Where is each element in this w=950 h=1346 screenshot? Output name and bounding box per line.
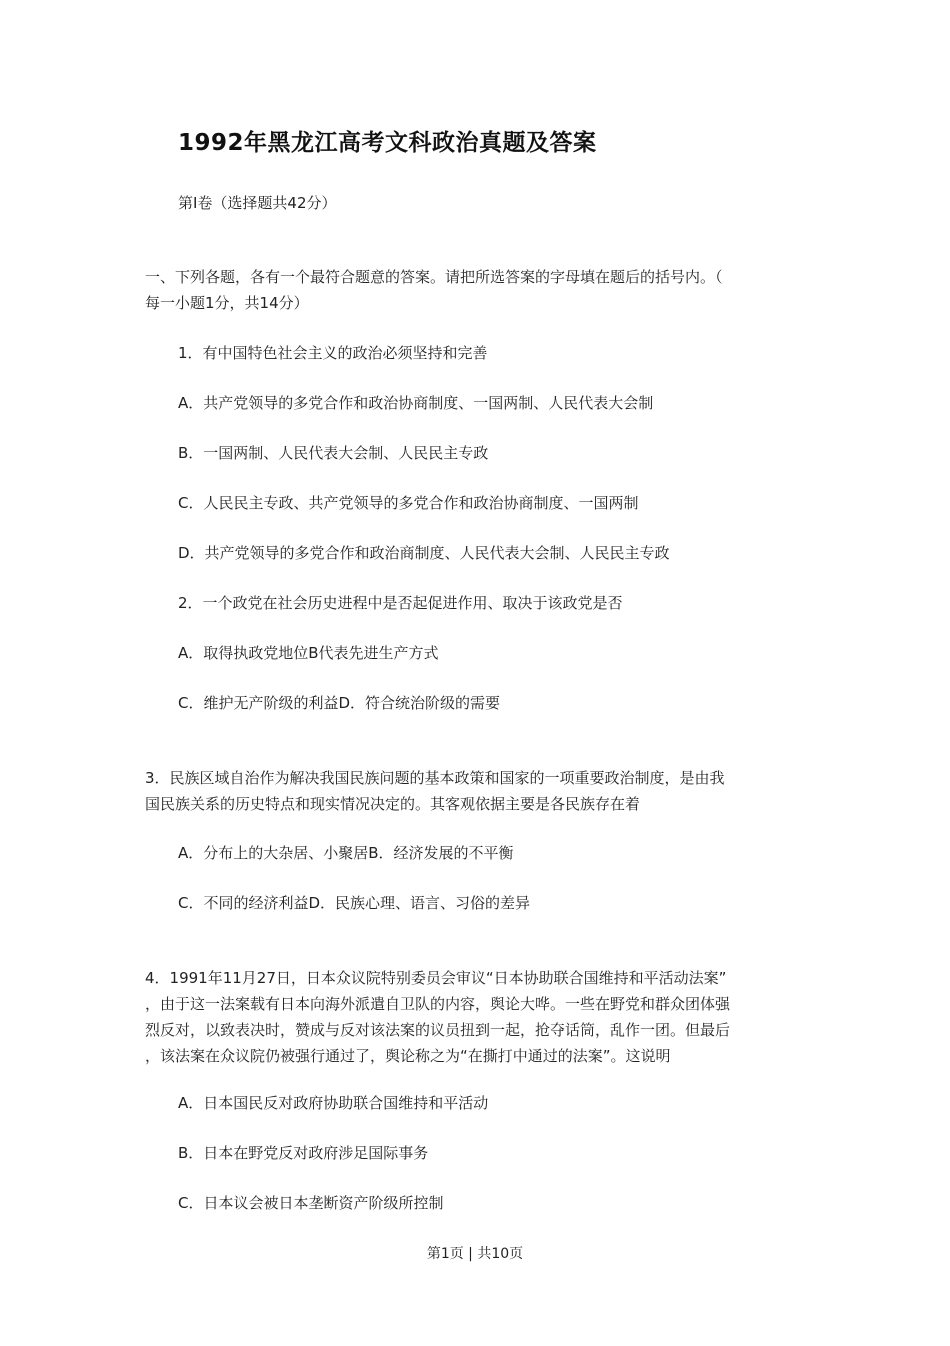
document-title: 1992年黑龙江高考文科政治真题及答案: [178, 130, 597, 156]
question-stem-line: 国民族关系的历史特点和现实情况决定的。其客观依据主要是各民族存在着: [145, 795, 641, 813]
section-instruction: [145, 264, 810, 316]
question-stem-line: 烈反对，以致表决时，赞成与反对该法案的议员扭到一起，抢夺话筒，乱作一团。但最后: [145, 1021, 731, 1039]
question-option: C．人民民主专政、共产党领导的多党合作和政治协商制度、一国两制: [178, 494, 639, 512]
question-stem: 2．一个政党在社会历史进程中是否起促进作用、取决于该政党是否: [178, 594, 623, 612]
question-stem-line: ，由于这一法案载有日本向海外派遣自卫队的内容，舆论大哗。一些在野党和群众团体强: [145, 995, 731, 1013]
question-option: B．日本在野党反对政府涉足国际事务: [178, 1144, 429, 1162]
question-stem: [145, 965, 810, 1069]
question-stem-line: 4．1991年11月27日，日本众议院特别委员会审议“日本协助联合国维持和平活动法案”: [145, 969, 727, 987]
question-stem-line: 3．民族区域自治作为解决我国民族问题的基本政策和国家的一项重要政治制度，是由我: [145, 769, 725, 787]
question-option: C．不同的经济利益D．民族心理、语言、习俗的差异: [178, 894, 531, 912]
question-option: A．日本国民反对政府协助联合国维持和平活动: [178, 1094, 489, 1112]
instruction-line: 一、下列各题，各有一个最符合题意的答案。请把所选答案的字母填在题后的括号内。（: [145, 268, 723, 286]
question-option: B．一国两制、人民代表大会制、人民民主专政: [178, 444, 489, 462]
question-option: C．维护无产阶级的利益D．符合统治阶级的需要: [178, 694, 501, 712]
question-option: A．取得执政党地位B代表先进生产方式: [178, 644, 439, 662]
question-stem: [145, 765, 810, 817]
page-footer: 第1页 | 共10页: [426, 1246, 524, 1262]
instruction-line: 每一小题1分，共14分）: [145, 294, 309, 312]
question-stem: 1．有中国特色社会主义的政治必须坚持和完善: [178, 344, 488, 362]
question-option: A．分布上的大杂居、小聚居B．经济发展的不平衡: [178, 844, 514, 862]
question-option: D．共产党领导的多党合作和政治商制度、人民代表大会制、人民民主专政: [178, 544, 670, 562]
part-header: 第Ⅰ卷（选择题共42分）: [178, 194, 337, 212]
question-stem-line: ，该法案在众议院仍被强行通过了，舆论称之为“在撕打中通过的法案”。这说明: [145, 1047, 671, 1065]
question-option: C．日本议会被日本垄断资产阶级所控制: [178, 1194, 444, 1212]
question-option: A．共产党领导的多党合作和政治协商制度、一国两制、人民代表大会制: [178, 394, 654, 412]
